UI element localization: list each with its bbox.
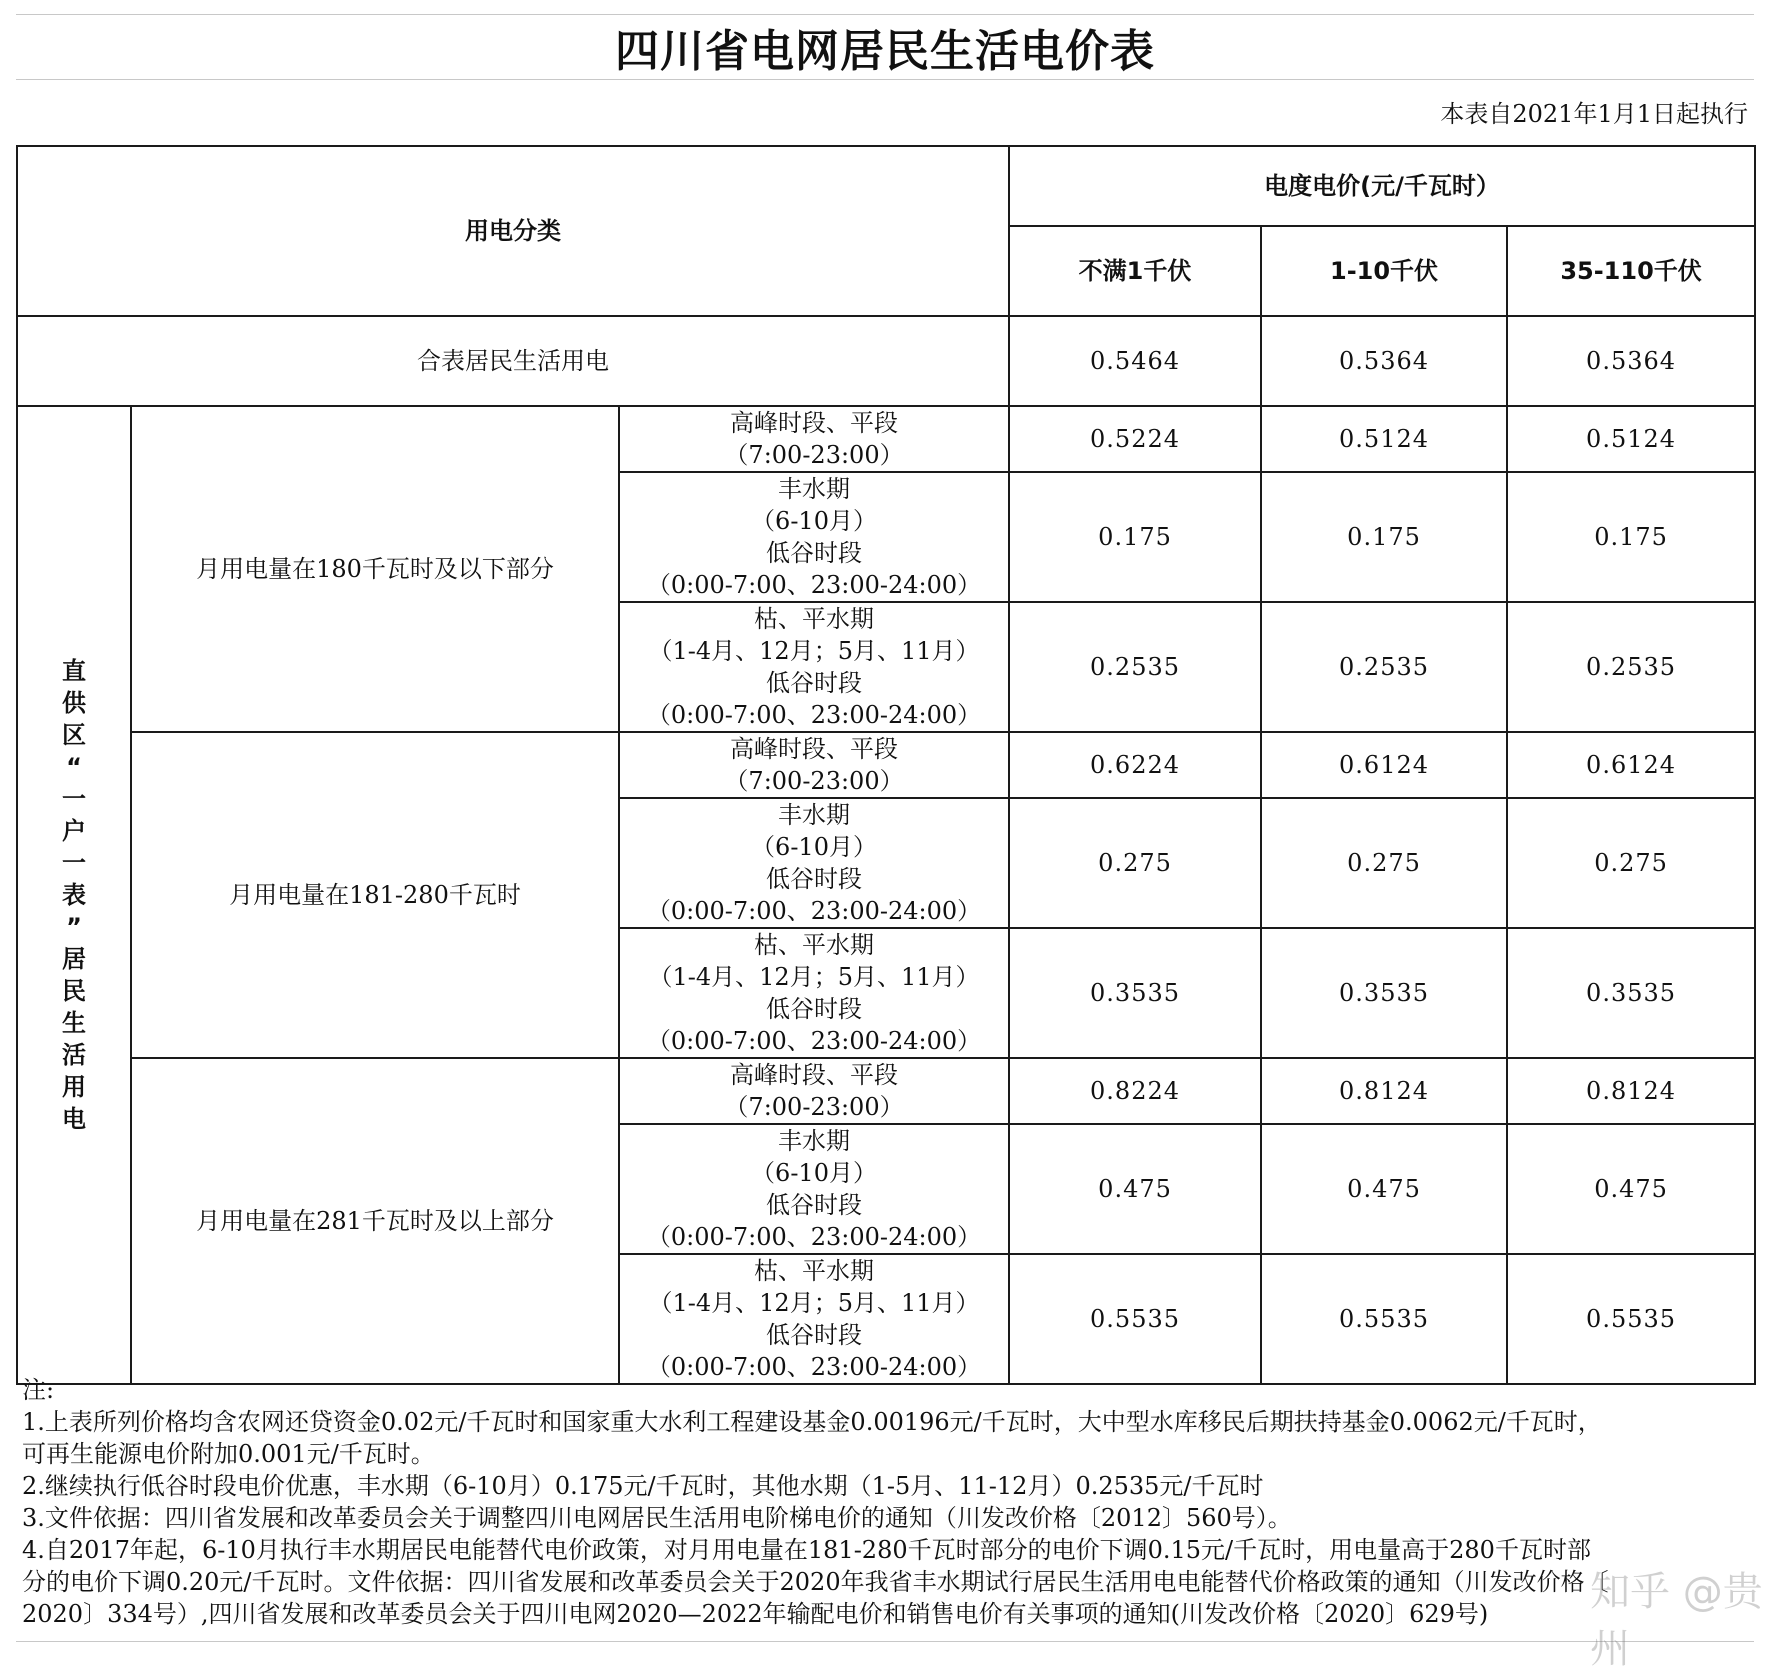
note-line: 2.继续执行低谷时段电价优惠，丰水期（6-10月）0.175元/千瓦时，其他水期（1-5月、11-12月）0.2535元/千瓦时: [22, 1472, 1264, 1500]
direct-supply-label-char: 民: [62, 977, 86, 1005]
price-high: 0.3535: [1507, 928, 1755, 1058]
period-condition: [619, 928, 1009, 1058]
period-condition-line: （6-10月）: [751, 833, 877, 861]
period-condition: [619, 732, 1009, 798]
direct-supply-label-char: 直: [62, 657, 86, 685]
price-low: 0.475: [1009, 1124, 1261, 1254]
tier-label: 月用电量在180千瓦时及以下部分: [131, 406, 619, 732]
price-low: 0.175: [1009, 472, 1261, 602]
period-condition: [619, 1124, 1009, 1254]
header-category: 用电分类: [17, 146, 1009, 316]
effective-date-row: [16, 79, 1754, 143]
period-condition: [619, 602, 1009, 732]
price-high: 0.275: [1507, 798, 1755, 928]
period-condition-line: （0:00-7:00、23:00-24:00）: [646, 571, 982, 599]
note-line: 3.文件依据：四川省发展和改革委员会关于调整四川电网居民生活用电阶梯电价的通知（川发改价格〔2012〕560号）。: [22, 1504, 1292, 1532]
header-price-group: 电度电价(元/千瓦时）: [1009, 146, 1755, 226]
direct-supply-label-char: 一: [62, 785, 86, 813]
direct-supply-label-char: “: [66, 753, 82, 781]
period-condition-line: （1-4月、12月；5月、11月）: [648, 1289, 980, 1317]
direct-supply-label-char: 一: [62, 849, 86, 877]
tier-label: 月用电量在181-280千瓦时: [131, 732, 619, 1058]
price-low: 0.8224: [1009, 1058, 1261, 1124]
period-condition: [619, 472, 1009, 602]
period-condition-line: （7:00-23:00）: [724, 767, 904, 795]
price-low: 0.5224: [1009, 406, 1261, 472]
price-mid: 0.475: [1261, 1124, 1507, 1254]
period-condition-line: （7:00-23:00）: [724, 1093, 904, 1121]
combined-price-mid: 0.5364: [1261, 316, 1507, 406]
period-condition-line: （7:00-23:00）: [724, 441, 904, 469]
note-line: 4.自2017年起，6-10月执行丰水期居民电能替代电价政策，对月用电量在181-280千瓦时部分的电价下调0.15元/千瓦时，用电量高于280千瓦时部: [22, 1536, 1591, 1564]
period-condition-line: （0:00-7:00、23:00-24:00）: [646, 897, 982, 925]
period-condition-line: 高峰时段、平段: [730, 1061, 899, 1089]
combined-meter-label: 合表居民生活用电: [17, 316, 1009, 406]
direct-supply-label-char: 居: [62, 945, 86, 973]
direct-supply-label-char: 户: [62, 817, 86, 845]
period-condition-line: 低谷时段: [766, 1191, 863, 1219]
price-high: 0.475: [1507, 1124, 1755, 1254]
price-high: 0.5535: [1507, 1254, 1755, 1384]
price-mid: 0.8124: [1261, 1058, 1507, 1124]
note-line: 1.上表所列价格均含农网还贷资金0.02元/千瓦时和国家重大水利工程建设基金0.00196元/千瓦时，大中型水库移民后期扶持基金0.0062元/千瓦时，: [22, 1408, 1602, 1436]
period-condition: [619, 406, 1009, 472]
period-condition: [619, 798, 1009, 928]
period-condition-line: （0:00-7:00、23:00-24:00）: [646, 1353, 982, 1381]
direct-supply-label-char: 供: [62, 689, 86, 717]
combined-price-low: 0.5464: [1009, 316, 1261, 406]
period-condition-line: 低谷时段: [766, 539, 863, 567]
period-condition-line: （6-10月）: [751, 1159, 877, 1187]
direct-supply-label-char: 生: [62, 1009, 86, 1037]
period-condition-line: 丰水期: [778, 1127, 851, 1155]
price-mid: 0.2535: [1261, 602, 1507, 732]
price-low: 0.6224: [1009, 732, 1261, 798]
price-low: 0.275: [1009, 798, 1261, 928]
header-voltage-low: 不满1千伏: [1009, 226, 1261, 316]
price-high: 0.2535: [1507, 602, 1755, 732]
header-voltage-mid: 1-10千伏: [1261, 226, 1507, 316]
period-condition-line: 枯、平水期: [754, 931, 875, 959]
watermark: 知乎 @贵州: [1590, 1569, 1763, 1672]
direct-supply-label-char: 表: [62, 881, 86, 909]
period-condition-line: 丰水期: [778, 475, 851, 503]
period-condition-line: （1-4月、12月；5月、11月）: [648, 963, 980, 991]
period-condition-line: 枯、平水期: [754, 1257, 875, 1285]
note-line: 可再生能源电价附加0.001元/千瓦时。: [22, 1440, 435, 1468]
direct-supply-label-char: 区: [62, 721, 86, 749]
price-mid: 0.5535: [1261, 1254, 1507, 1384]
price-table: [16, 145, 1756, 1385]
page-title: 四川省电网居民生活电价表: [615, 26, 1155, 77]
direct-supply-label: [17, 406, 131, 1384]
notes-heading: 注:: [22, 1376, 55, 1404]
period-condition: [619, 1058, 1009, 1124]
combined-price-high: 0.5364: [1507, 316, 1755, 406]
price-mid: 0.275: [1261, 798, 1507, 928]
period-condition-line: 高峰时段、平段: [730, 409, 899, 437]
tier-label: 月用电量在281千瓦时及以上部分: [131, 1058, 619, 1384]
price-mid: 0.3535: [1261, 928, 1507, 1058]
period-condition-line: 枯、平水期: [754, 605, 875, 633]
period-condition-line: 低谷时段: [766, 1321, 863, 1349]
period-condition-line: 丰水期: [778, 801, 851, 829]
price-low: 0.5535: [1009, 1254, 1261, 1384]
period-condition-line: 高峰时段、平段: [730, 735, 899, 763]
header-voltage-high: 35-110千伏: [1507, 226, 1755, 316]
price-mid: 0.5124: [1261, 406, 1507, 472]
direct-supply-label-char: 活: [62, 1041, 86, 1069]
period-condition-line: 低谷时段: [766, 865, 863, 893]
note-line: 2020〕334号）,四川省发展和改革委员会关于四川电网2020—2022年输配电价和销售电价有关事项的通知(川发改价格〔2020〕629号): [22, 1600, 1489, 1628]
period-condition-line: 低谷时段: [766, 669, 863, 697]
title-row: [16, 14, 1754, 80]
notes-section: [16, 1366, 1754, 1642]
price-low: 0.2535: [1009, 602, 1261, 732]
note-line: 分的电价下调0.20元/千瓦时。文件依据：四川省发展和改革委员会关于2020年我省丰水期试行居民生活用电电能替代价格政策的通知（川发改价格〔: [22, 1568, 1609, 1596]
price-low: 0.3535: [1009, 928, 1261, 1058]
price-high: 0.6124: [1507, 732, 1755, 798]
period-condition-line: （6-10月）: [751, 507, 877, 535]
price-high: 0.175: [1507, 472, 1755, 602]
period-condition: [619, 1254, 1009, 1384]
period-condition-line: （0:00-7:00、23:00-24:00）: [646, 1027, 982, 1055]
price-mid: 0.175: [1261, 472, 1507, 602]
period-condition-line: 低谷时段: [766, 995, 863, 1023]
effective-date: 本表自2021年1月1日起执行: [1440, 99, 1748, 128]
period-condition-line: （0:00-7:00、23:00-24:00）: [646, 701, 982, 729]
price-mid: 0.6124: [1261, 732, 1507, 798]
price-high: 0.8124: [1507, 1058, 1755, 1124]
direct-supply-label-char: ”: [66, 913, 82, 941]
period-condition-line: （1-4月、12月；5月、11月）: [648, 637, 980, 665]
direct-supply-label-char: 用: [62, 1073, 86, 1101]
period-condition-line: （0:00-7:00、23:00-24:00）: [646, 1223, 982, 1251]
direct-supply-label-char: 电: [62, 1105, 86, 1133]
price-high: 0.5124: [1507, 406, 1755, 472]
